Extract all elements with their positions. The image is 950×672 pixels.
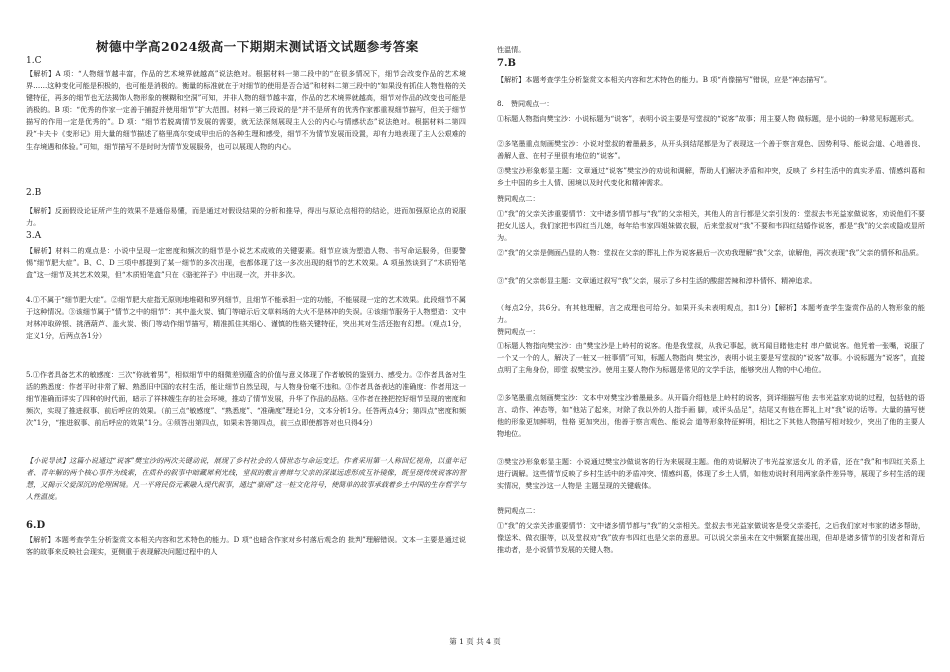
explanation-2: 【解析】反面假设论证所产生的效果不是通俗易懂，而是通过对假设结果的分析和推导，得出与原论点相符的结论，进而加强原论点的说服力。	[26, 206, 466, 228]
continuation-text: 性温情。	[497, 45, 526, 54]
detail-view2-point1: ①“我”的父亲关涉重要情节：文中诸多情节都与“我”的父亲相关。堂叔去韦光益家做说客是受父亲委托，之后我们家对韦家的诸多帮助，像送米、做衣服等，以及堂叔劝“我”放弃韦四红也是父亲的意思。可以说父亲虽未在文中频繁直接出现，但却是诸多情节的引发者和背后推动者，是小说情节发展的关键人物。	[497, 521, 925, 555]
explanation-1: 【解析】A 项：“人物细节越丰富，作品的艺术境界就越高”说法绝对。根据材料一第二段中的“在很多情况下，细节会改变作品的艺术境界……这种变化可能是积极的，也可能是消极的。衡量的标准就在于对细节的使用是否合适”和材料二第三段中的“如果没有抓住人物性格的关键特征，再多的细节也无法揭饰人物形象的模糊和空洞”可知，并非人物的细节越丰富，作品的艺术境界就越高，细节对作品的改变也可能是消极的。B 项：“优秀的作家一定善于捕捉并使用细节”扩大范围。材料一第三段说的是“并不是所有的优秀作家都重视细节描写，但关于细节描写的作用一定是优秀的”。D 项：“细节若脱离情节发展的需要，就无法深刻展现主人公的内心与情感状态”说法绝对。根据材料二第四段“卡夫卡《变形记》用大量的细节描述了格里高尔变成甲虫后的各种生理和感受，细节不为情节发展而设置，却有力地表现了主人公艰难的生存境遇和体验。”可知，细节描写不是时时为情节发展服务，也可以展现人物的内心。	[26, 69, 466, 151]
scoring-note: （每点2分，共6分。有其他理解，言之成理也可给分。如果开头未表明观点，扣1分）【解析】本题考查学生鉴赏作品的人物形象的能力。	[497, 303, 925, 325]
view2-point2: ②“我”的父亲是侧面凸显的人物：堂叔在父亲的葬礼上作为说客最后一次劝我理解“我”父亲，谅解他，再次表现“我”父亲的情怀和品质。	[497, 248, 924, 257]
detail-view1-point2: ②多笔墨重点刻画樊宝沙：文本中对樊宝沙着墨最多。从开篇介绍他是上岭村的说客，到详细描写他 去韦光益家劝说的过程，包括他的语言、动作、神态等，如“他站了起来，对除了我以外的人指手画 脚，或评头品足”，结尾又有他在葬礼上对“我”说的话等。大量的描写使他的形象更加鲜明，性格 更加突出，他善于察言观色、能说会 道等形象特征鲜明，相比之下其他人物描写相对较少，突出了他的主要人物地位。	[497, 393, 925, 439]
detail-view2-heading: 赞同观点二：	[497, 506, 540, 515]
view1-point2: ②多笔墨重点刻画樊宝沙：小说对堂叔的着墨最多，从开头到结尾都是为了表现这一个善于察言观色、因势利导、能说会道、心地善良、善解人意、在村子里很有地位的“说客”。	[497, 139, 925, 161]
page-title: 树德中学高2024级高一下期期末测试语文试题参考答案	[96, 39, 419, 54]
answer-6: 6.D	[26, 520, 46, 531]
detail-view1-point1: ①标题人物指向樊宝沙：由“樊宝沙是上岭村的说客。他是我堂叔，从我记事起，就耳闻目睹他走村 串户做说客。他凭着一张嘴，说服了一个又一个的人，解决了一桩又一桩事情”可知，标题人物指向 樊宝沙，表明小说主要是写堂叔的“说客”故事。小说标题为“说客”，直接点明了主角身份，即堂 叔樊宝沙。使用主要人物作为标题是常见的文学手法，能够突出人物的中心地位。	[497, 341, 925, 375]
answer-3: 3.A	[26, 231, 42, 241]
answer-4: 4.①不属于“细节肥大症”。②细节肥大症指无原则地堆砌和罗列细节，且细节不能承担一定的功能，不能展现一定的艺术效果。此段细节不属于这种情况。③该细节属于“情节之中的细节”：其中盖火炭、镇门等暗示后文草料场的大火不是林冲的失误。④该细节服务于人物塑造：文中对林冲取碎银、挑酒葫芦、盖火炭、锁门等动作细节描写，精准抓住其细心、谨慎的性格关键特征，突出其对生活还抱有幻想。（观点1分，定义1分，后两点各1分）	[26, 295, 466, 341]
view2-point3: ③“我”的父亲彰显主题：文章通过叙写“我”父亲，展示了乡村生活的酸甜苦辣和淳朴情怀、精神追求。	[497, 276, 817, 285]
story-guide: 【小说导读】这篇小说通过“说客”樊宝沙的两次关键动说，展现了乡村社会的人情世态与命运变迁。作者采用第一人称回忆视角，以童年记者、青年解的两个核心事件为线索，在质朴的叙事中暗藏犀利光线，堂叔的敷言善辩与父亲的深谋远虑形成互补镜像，既呈现传统说客的智慧，又揭示父爱深沉的伦理困境。凡一平将民俗元素融入现代叙事，通过“豪闹”这一桩文化符号，使简单的故事承载着乡土中国的生存哲学与人性温度。	[26, 456, 466, 502]
answer-7: 7.B	[497, 58, 516, 69]
view2-point1: ①“我”的父亲关涉重要情节：文中诸多情节都与“我”的父亲相关，其他人的言行都是父亲引发的：堂叔去韦光益家做说客，劝说他们不要把女儿送人，我们家把韦四红当儿媳，每年给韦家四姐妹做衣服，后来堂叔对“我”不要和韦四红结婚作说客，都是“我”的父亲或隐或显所为。	[497, 209, 925, 243]
answer-1: 1.C	[26, 56, 42, 66]
detail-view1-point3: ③樊宝沙形象彰显主题：小说通过樊宝沙做说客的行为来展现主题。他的劝说解决了韦光益家送女儿 的矛盾，还在“我”和韦四红关系上进行调解。这些情节反映了乡村生活中的矛盾冲突、情感纠葛，体现了乡土人情，如他劝说时利用两家条件差异等，展现了乡村生活的现实情况，樊宝沙这一人物是 主题呈现的关键载体。	[497, 457, 925, 491]
view1-point3: ③樊宝沙形象彰显主题：文章通过“说客”樊宝沙的劝说和调解，帮助人们解决矛盾和冲突，反映了 乡村生活中的真实矛盾、情感纠葛和乡土中国的乡土人情、困境以及时代变化和精神需求。	[497, 166, 925, 188]
detail-view1-heading: 赞同观点一：	[497, 327, 540, 336]
explanation-7: 【解析】本题考查学生分析鉴赏文本相关内容和艺术特色的能力。B 项“肖像描写”错误，应是“神态描写”。	[497, 75, 832, 84]
explanation-3: 【解析】材料二的观点是：小说中呈现一定密度和频次的细节是小说艺术成败的关键要素。细节应该为塑造人物、书写命运服务，但要警惕“细节肥大症”。B、C、D 三项中都提到了某一细节的多次出现，也都体现了这一多次出现的细节的艺术效果。A 项虽然谈到了“木质铅笔盒”这一细节及其艺术效果，但“木质铅笔盒”只在《骆驼祥子》中出现一次，并非多次。	[26, 246, 466, 280]
answer-8-heading: 8. 赞同观点一：	[497, 99, 554, 108]
view2-heading: 赞同观点二：	[497, 194, 540, 203]
answer-5: 5.①作者具备艺术的敏感度：三次“你就着男”，相似细节中的细微差别蕴含的价值与意义体现了作者敏锐的鉴别力、感受力。②作者具备对生活的熟悉度：作者平时非常了解、熟悉旧中国的农村生活，能让细节自然呈现，与人物身份毫不违和。③作者具备表达的准确度：作者用这一细节准确而详实了四种的时代面，暗示了祥林嫂生存的社会环境，推动了情节发展，升华了作品的品格。④作者在挫把控好细节呈现的密度和频次，实现了推进叙事、前后呼应的效果。（前三点“敏感度”、“熟悉度”、“准确度”理论1分，文本分析1分。任答两点4分；第四点“密度和频次”1分，“推进叙事、前后呼应的效果”1分。④须答出第四点，如果未答第四点，前三点即使都答对也只得4分）	[26, 370, 466, 428]
view1-point1: ①标题人物指向樊宝沙：小说标题为“说客”，表明小说主要是写堂叔的“说客”故事；用主要人物 做标题，是小说的一种常见标题形式。	[497, 114, 919, 123]
explanation-6: 【解析】本题考查学生分析鉴赏文本相关内容和艺术特色的能力。D 项“也暗含作家对乡村落后观念的 批判”理解错误。文本一主要是通过说客的故事来反映社会现实，更侧重于表现解决问题过程中的人	[26, 535, 466, 557]
page-footer: 第 1 页 共 4 页	[449, 637, 501, 646]
answer-2: 2.B	[26, 188, 42, 198]
